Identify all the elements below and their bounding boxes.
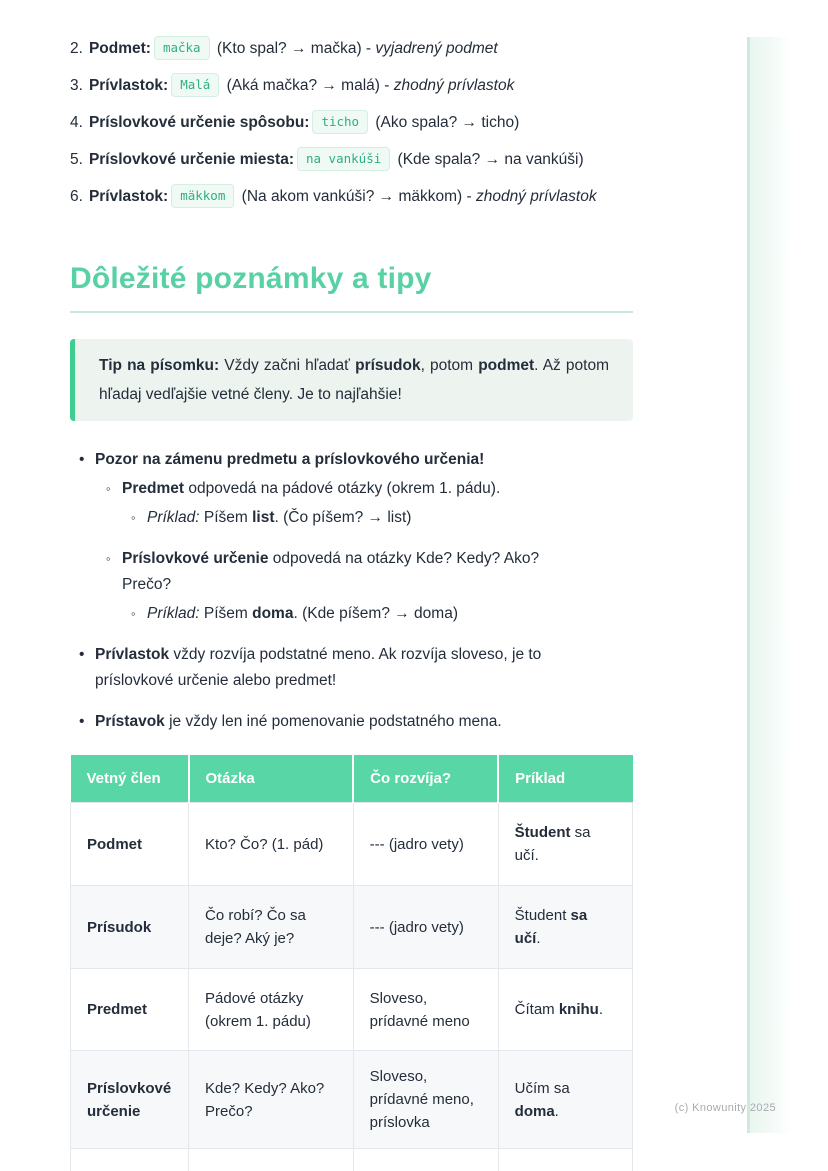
table-row (71, 886, 633, 969)
tip-callout (70, 339, 633, 421)
list-item (70, 73, 633, 97)
list-item (70, 147, 633, 171)
watermark: (c) Knowunity 2025 (674, 1102, 776, 1114)
list-number: 2. (70, 40, 83, 57)
list-item: ◦ Príklad: Píšem list. (Čo píšem? → list) (70, 505, 575, 531)
table-cell: Predmet (71, 969, 189, 1051)
table-header-row (71, 755, 633, 803)
table-cell: Čo robí? Čo sa deje? Aký je? (189, 886, 354, 969)
list-item: ◦ Príslovkové určenie odpovedá na otázky Kde? Kedy? Ako? Prečo? (70, 546, 575, 598)
table-row (71, 969, 633, 1051)
table-cell (189, 1149, 354, 1171)
column-header: Vetný člen (71, 755, 189, 803)
list-item: • Prístavok je vždy len iné pomenovanie podstatného mena. (70, 709, 575, 735)
list-item (70, 110, 633, 134)
table-cell: --- (jadro vety) (353, 803, 498, 886)
table-cell: Pádové otázky (okrem 1. pádu) (189, 969, 354, 1051)
table-cell (353, 1149, 498, 1171)
table-cell: Učím sa doma. (498, 1051, 632, 1149)
page-edge-strip (747, 37, 790, 1133)
document-content (70, 0, 633, 1171)
grammar-table (70, 755, 633, 1171)
table-cell: Sloveso, prídavné meno (353, 969, 498, 1051)
list-item (70, 36, 633, 60)
list-number: 3. (70, 77, 83, 94)
table-cell: Príslovkové určenie (71, 1051, 189, 1149)
list-text: Podmet: mačka (Kto spal? → mačka) - vyjadrený podmet (89, 40, 498, 57)
tip-text: Tip na písomku: Vždy začni hľadať prísudok, potom podmet. Až potom hľadaj vedľajšie vetné členy. Je to najľahšie! (99, 357, 610, 403)
list-item: ◦ Predmet odpovedá na pádové otázky (okrem 1. pádu). (70, 476, 575, 502)
list-item: • Prívlastok vždy rozvíja podstatné meno. Ak rozvíja sloveso, je to príslovkové určenie alebo predmet! (70, 642, 575, 694)
table-cell: Kto? Čo? (1. pád) (189, 803, 354, 886)
table-cell: Kde? Kedy? Ako? Prečo? (189, 1051, 354, 1149)
section-heading: Dôležité poznámky a tipy (70, 262, 633, 313)
list-number: 5. (70, 151, 83, 168)
table-cell: Sloveso, prídavné meno, príslovka (353, 1051, 498, 1149)
table-cell (498, 1149, 632, 1171)
table-cell: Prísudok (71, 886, 189, 969)
list-item: ◦ Príklad: Píšem doma. (Kde píšem? → doma) (70, 601, 575, 627)
grammar-table-container (70, 755, 633, 1171)
table-cell (71, 1149, 189, 1171)
table-cell: Čítam knihu. (498, 969, 632, 1051)
table-cell: Študent sa učí. (498, 886, 632, 969)
table-row (71, 1149, 633, 1171)
column-header: Čo rozvíja? (353, 755, 498, 803)
table-cell: --- (jadro vety) (353, 886, 498, 969)
table-cell: Podmet (71, 803, 189, 886)
sentence-analysis-list (70, 36, 633, 208)
list-number: 6. (70, 188, 83, 205)
list-number: 4. (70, 114, 83, 131)
list-text: Príslovkové určenie miesta: na vankúši (Kde spala? → na vankúši) (89, 151, 584, 168)
notes-list (70, 447, 633, 735)
table-cell: Študent sa učí. (498, 803, 632, 886)
list-item: • Pozor na zámenu predmetu a príslovkového určenia! (70, 447, 575, 473)
list-item (70, 184, 633, 208)
list-text: Príslovkové určenie spôsobu: ticho (Ako spala? → ticho) (89, 114, 519, 131)
table-row (71, 803, 633, 886)
list-text: Prívlastok: mäkkom (Na akom vankúši? → mäkkom) - zhodný prívlastok (89, 188, 597, 205)
column-header: Príklad (498, 755, 632, 803)
column-header: Otázka (189, 755, 354, 803)
table-row (71, 1051, 633, 1149)
list-text: Prívlastok: Malá (Aká mačka? → malá) - zhodný prívlastok (89, 77, 514, 94)
